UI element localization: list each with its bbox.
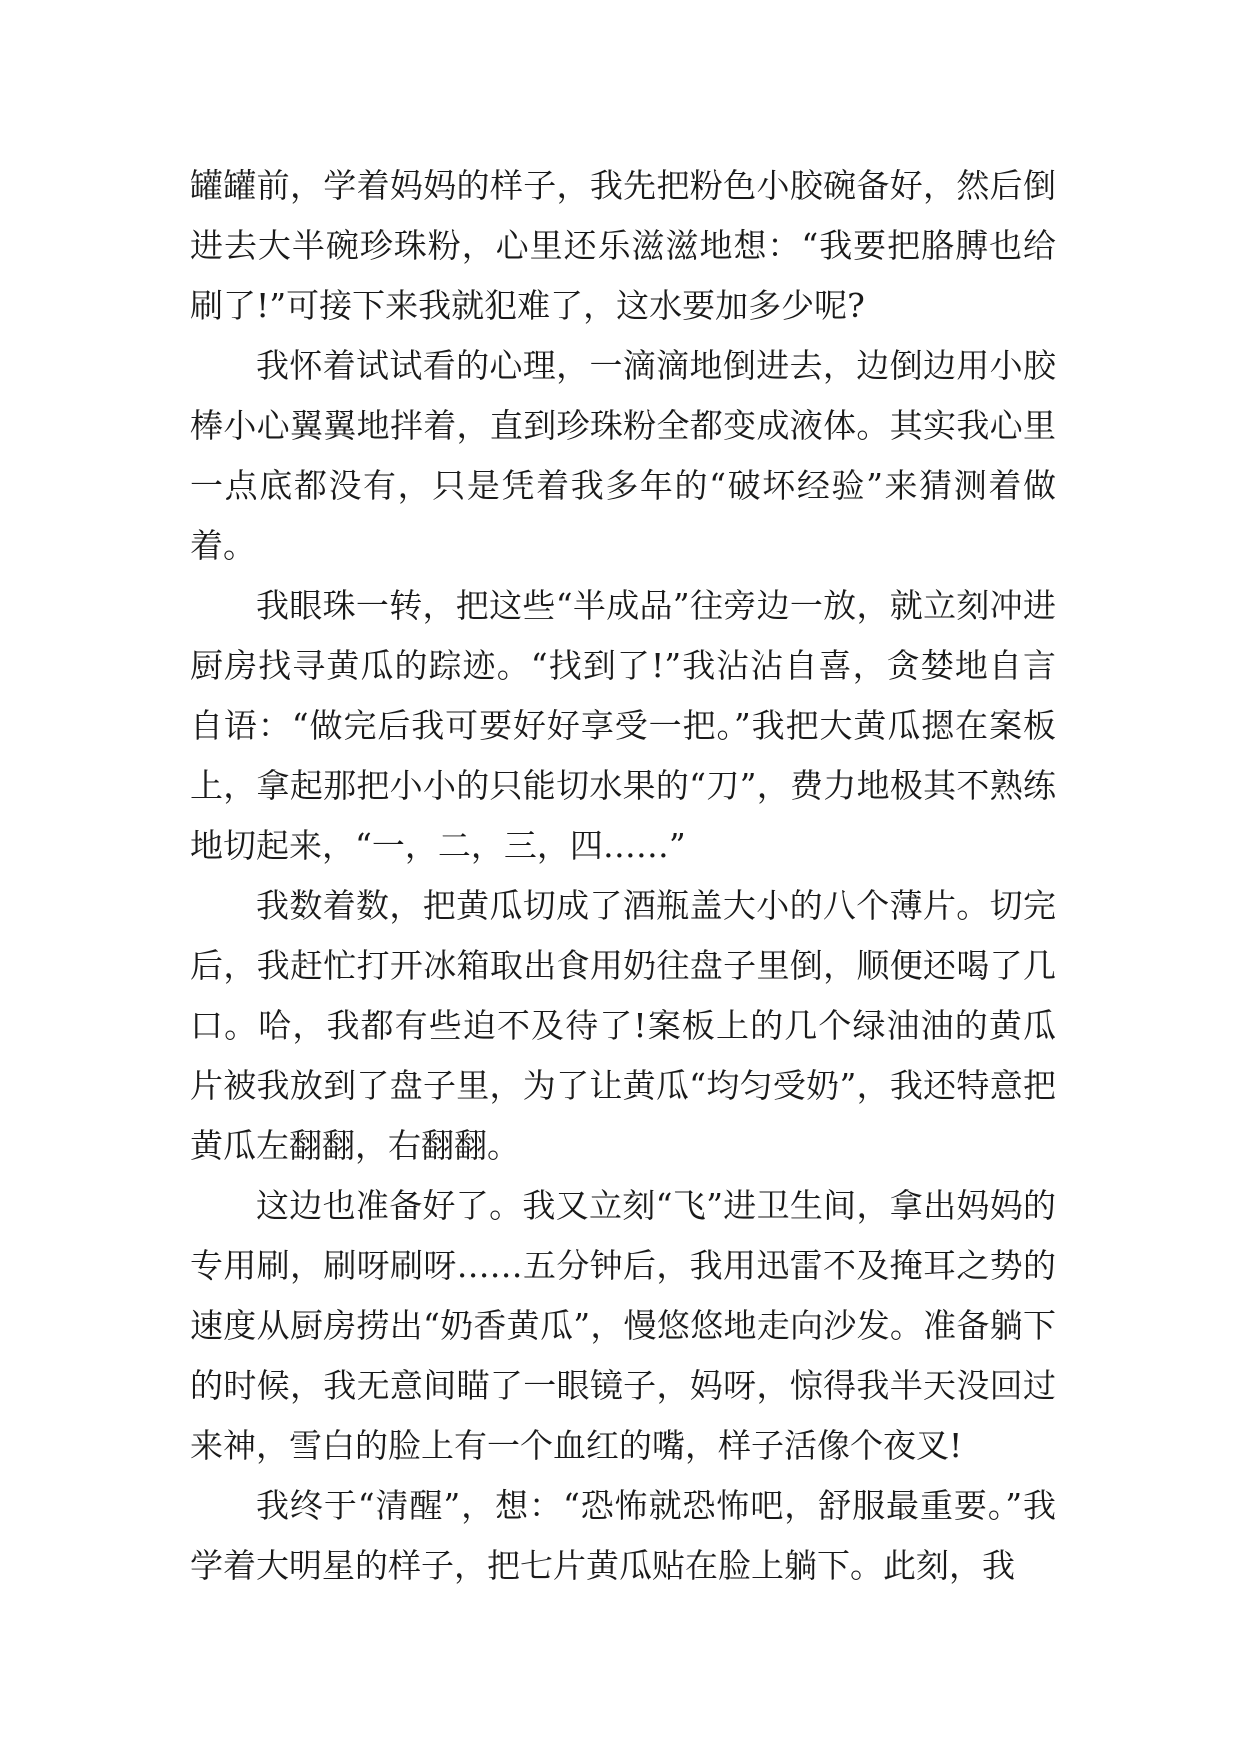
paragraph-3: 我眼珠一转，把这些“半成品”往旁边一放，就立刻冲进厨房找寻黄瓜的踪迹。“找到了!”我沾沾自喜，贪婪地自言自语：“做完后我可要好好享受一把。”我把大黄瓜摁在案板上，拿起那把小小的只能切水果的“刀”，费力地极其不熟练地切起来，“一，二，三，四……” <box>190 586 1056 865</box>
paragraph-5: 这边也准备好了。我又立刻“飞”进卫生间，拿出妈妈的专用刷，刷呀刷呀……五分钟后，我用迅雷不及掩耳之势的速度从厨房捞出“奶香黄瓜”，慢悠悠地走向沙发。准备躺下的时候，我无意间瞄了一眼镜子，妈呀，惊得我半天没回过来神，雪白的脸上有一个血红的嘴，样子活像个夜叉! <box>190 1186 1056 1465</box>
body-text <box>190 156 1056 1596</box>
paragraph-1: 罐罐前，学着妈妈的样子，我先把粉色小胶碗备好，然后倒进去大半碗珍珠粉，心里还乐滋滋地想：“我要把胳膊也给刷了!”可接下来我就犯难了，这水要加多少呢? <box>190 166 1056 325</box>
paragraph-6: 我终于“清醒”，想：“恐怖就恐怖吧，舒服最重要。”我学着大明星的样子，把七片黄瓜贴在脸上躺下。此刻，我 <box>190 1486 1056 1585</box>
paragraph-4: 我数着数，把黄瓜切成了酒瓶盖大小的八个薄片。切完后，我赶忙打开冰箱取出食用奶往盘子里倒，顺便还喝了几口。哈，我都有些迫不及待了!案板上的几个绿油油的黄瓜片被我放到了盘子里，为了让黄瓜“均匀受奶”，我还特意把黄瓜左翻翻，右翻翻。 <box>190 886 1056 1165</box>
paragraph-2: 我怀着试试看的心理，一滴滴地倒进去，边倒边用小胶棒小心翼翼地拌着，直到珍珠粉全都变成液体。其实我心里一点底都没有，只是凭着我多年的“破坏经验”来猜测着做着。 <box>190 346 1056 565</box>
